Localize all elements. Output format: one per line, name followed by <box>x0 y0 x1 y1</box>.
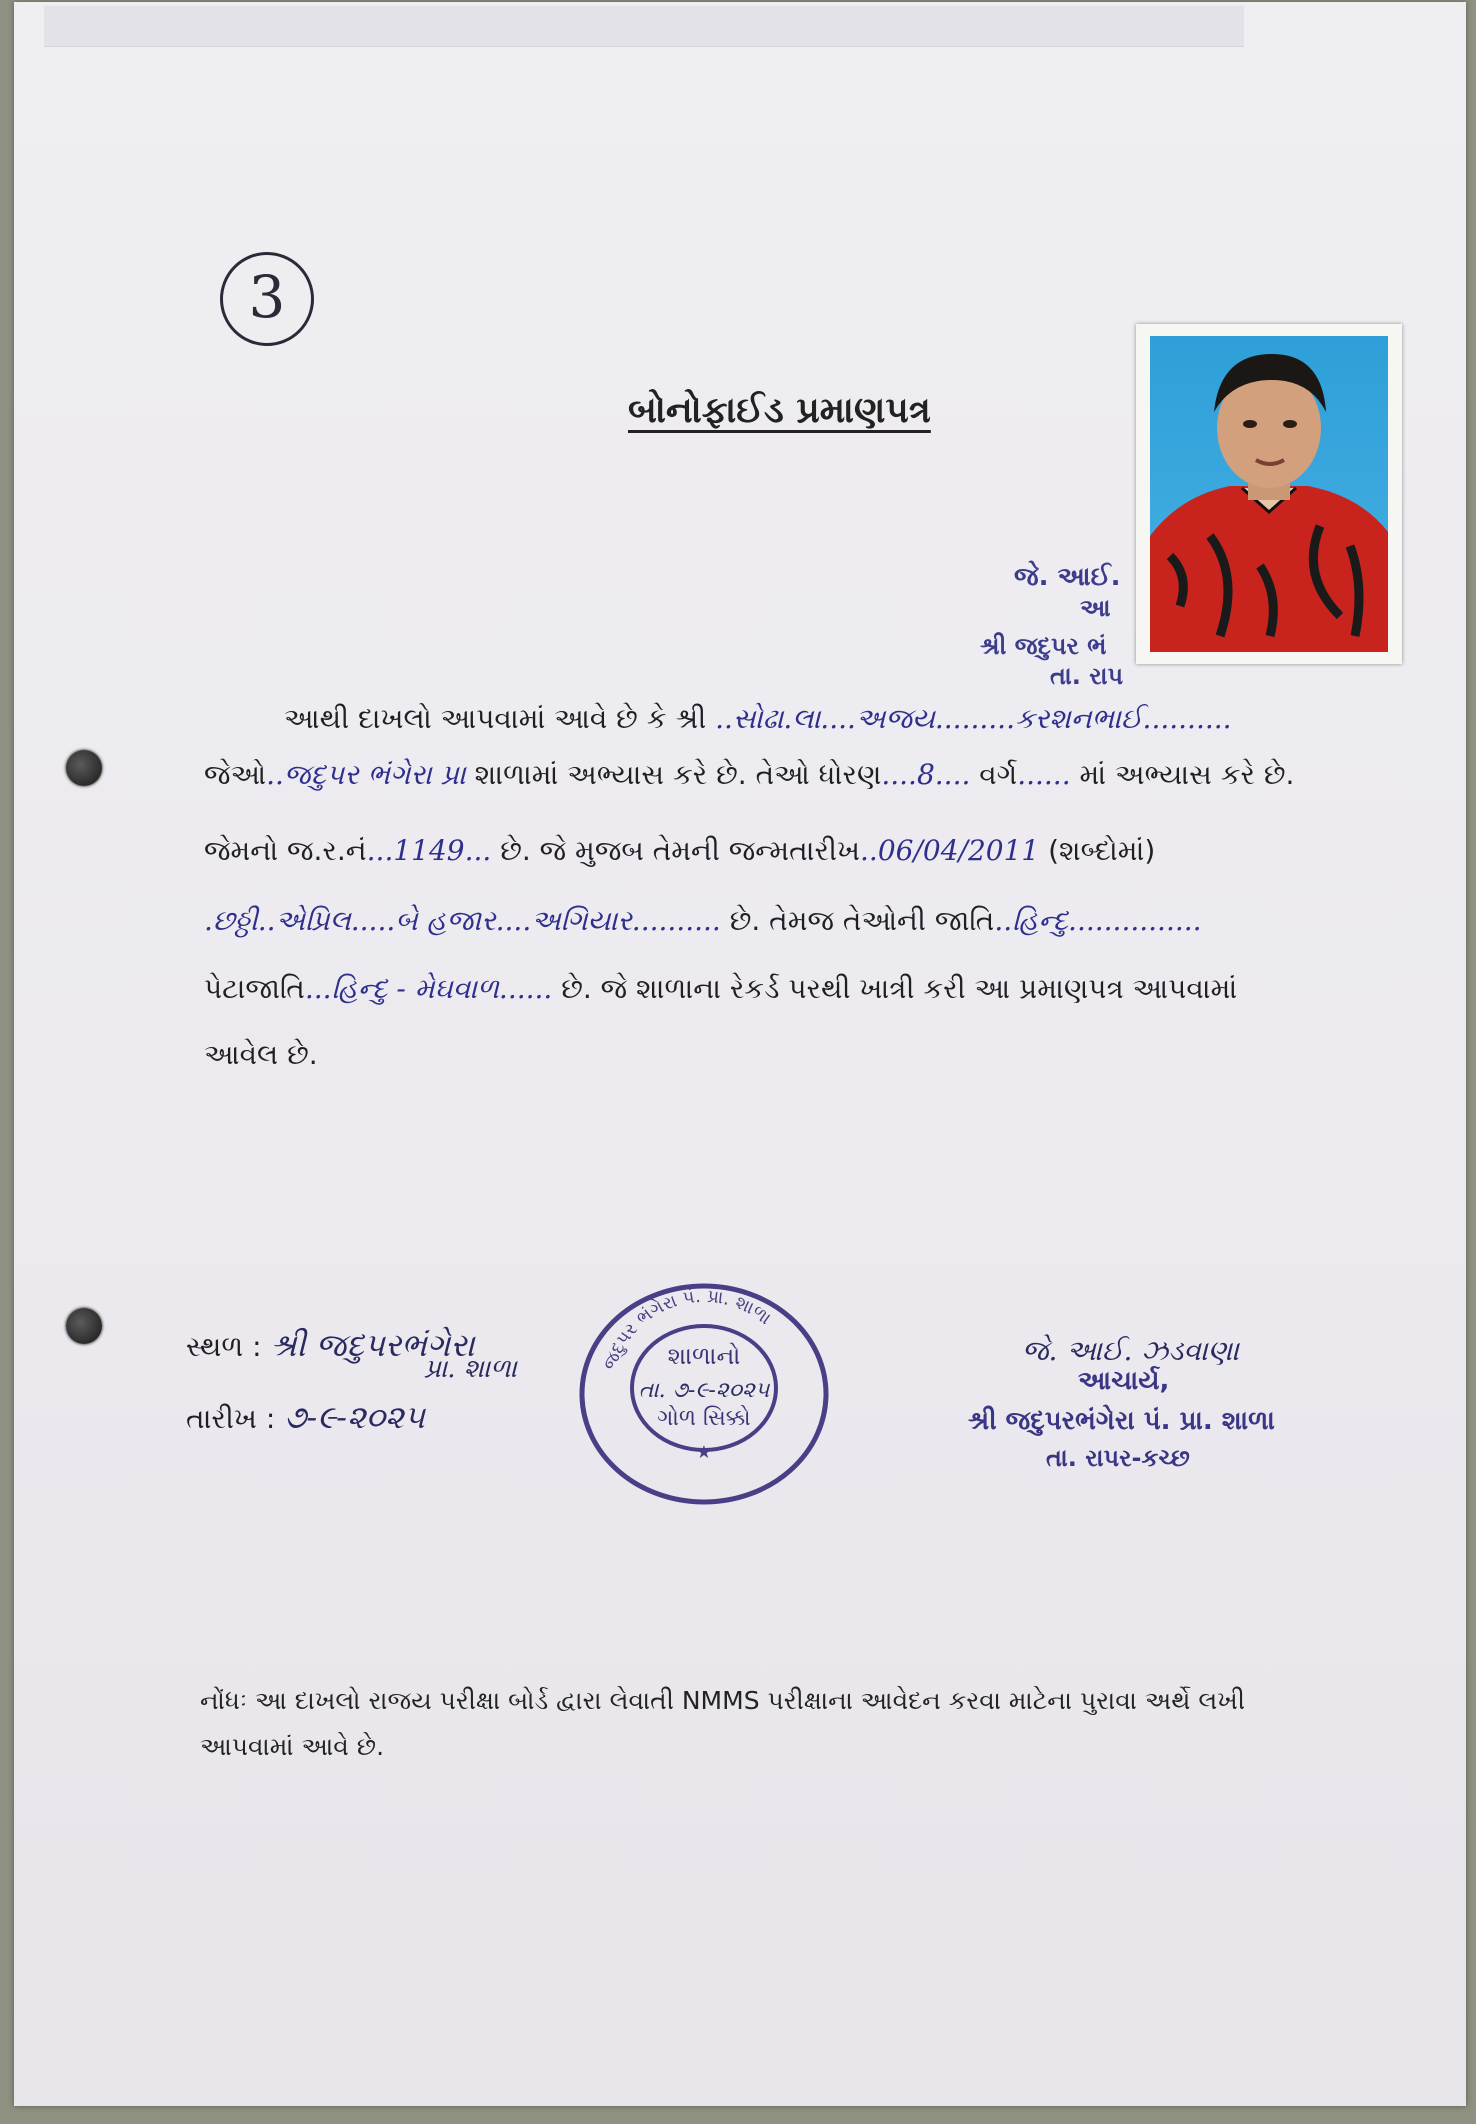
footnote <box>200 1678 1320 1770</box>
student-portrait-graphic <box>1150 336 1388 652</box>
paper-fold <box>44 6 1244 47</box>
date-label: તારીખ : <box>186 1402 285 1435</box>
punch-hole-bottom <box>66 1308 102 1344</box>
body-line-1 <box>284 702 1232 736</box>
place-value: શ્રી જદુપરભંગેરા <box>270 1326 475 1364</box>
line1-prefix: આથી દાખલો આપવામાં આવે છે કે શ્રી <box>284 702 716 735</box>
certificate-title: બોનોફાઈડ પ્રમાણપત્ર <box>628 390 931 431</box>
line5-end: છે. જે શાળાના રેકર્ડ પરથી ખાત્રી કરી આ પ્રમાણપત્ર આપવામાં <box>552 972 1238 1005</box>
line3-mid: છે. જે મુજબ તેમની જન્મતારીખ <box>491 834 861 867</box>
photo-attestation-line4: તા. રાપ <box>1050 662 1124 690</box>
caste-value: ..હિન્દુ............... <box>994 904 1202 937</box>
student-photo <box>1136 324 1402 664</box>
line3-prefix: જેમનો જ.ર.નં <box>204 834 367 867</box>
principal-signature: જે. આઈ. ઝડવાણા <box>1022 1334 1239 1367</box>
stamp-inner-line3: ગોળ સિક્કો <box>657 1406 751 1431</box>
body-line-6: આવેલ છે. <box>204 1038 318 1071</box>
photo-attestation-line2: આ <box>1080 594 1111 622</box>
principal-title: આચાર્ય, <box>1078 1366 1170 1396</box>
footnote-line2: આપવામાં આવે છે. <box>200 1732 385 1761</box>
footnote-line1: નોંધઃ આ દાખલો રાજય પરીક્ષા બોર્ડ દ્વારા લેવાતી NMMS પરીક્ષાના આવેદન કરવા માટેના પુરાવા અર્થે લખી <box>200 1686 1245 1715</box>
subcaste-value: ...હિન્દુ - મેઘવાળ...... <box>304 972 553 1005</box>
place-label: સ્થળ : <box>186 1330 271 1363</box>
date-value: ૭-૯-૨૦૨૫ <box>284 1398 425 1436</box>
class-value: ...... <box>1017 758 1071 791</box>
body-line-3 <box>204 834 1155 868</box>
class-label: વર્ગ <box>970 758 1018 791</box>
photo-attestation-line1: જે. આઈ. <box>1014 562 1121 592</box>
line2-prefix: જેઓ <box>204 758 267 791</box>
photo-attestation-line3: શ્રી જદુપર ભં <box>980 632 1107 660</box>
punch-hole-top <box>66 750 102 786</box>
photo-background <box>1150 336 1388 652</box>
gr-number: ...1149... <box>366 834 492 867</box>
circled-page-number: 3 <box>220 252 314 346</box>
date-row <box>186 1398 425 1437</box>
dob-in-words: .છઠ્ઠી..એપ્રિલ.....બે હજાર....અગિયાર.......... <box>204 904 721 937</box>
certificate-paper <box>14 2 1466 2106</box>
birth-date: ..06/04/2011 <box>860 834 1040 867</box>
stamp-outer-text: જદુપર ભંગેરા પં. પ્રા. શાળા <box>599 1285 776 1373</box>
svg-text:★: ★ <box>695 1442 713 1463</box>
place-value-2: પ્રા. શાળા <box>424 1354 517 1384</box>
line5-prefix: પેટાજાતિ <box>204 972 305 1005</box>
school-round-stamp <box>574 1278 834 1510</box>
student-name: ..સોઢા.લા....અજય.........કરશનભાઈ.......... <box>715 702 1232 735</box>
line2-end: માં અભ્યાસ કરે છે. <box>1070 758 1295 791</box>
school-name: ..જદુપર ભંગેરા પ્રા <box>266 758 466 791</box>
standard-value: ....8.... <box>881 758 971 791</box>
stamp-inner-line1: શાળાનો <box>667 1342 741 1370</box>
line4-mid: છે. તેમજ તેઓની જાતિ <box>720 904 995 937</box>
line2-mid: શાળામાં અભ્યાસ કરે છે. તેઓ ધોરણ <box>465 758 882 791</box>
principal-taluka: તા. રાપર-કચ્છ <box>1046 1444 1190 1472</box>
stamp-inner-date: તા. ૭-૯-૨૦૨૫ <box>638 1378 770 1403</box>
body-line-4 <box>204 904 1202 938</box>
body-line-5 <box>204 972 1237 1006</box>
body-line-2 <box>204 758 1294 792</box>
line3-end: (શબ્દોમાં) <box>1039 834 1156 867</box>
principal-school: શ્રી જદુપરભંગેરા પં. પ્રા. શાળા <box>968 1406 1275 1436</box>
